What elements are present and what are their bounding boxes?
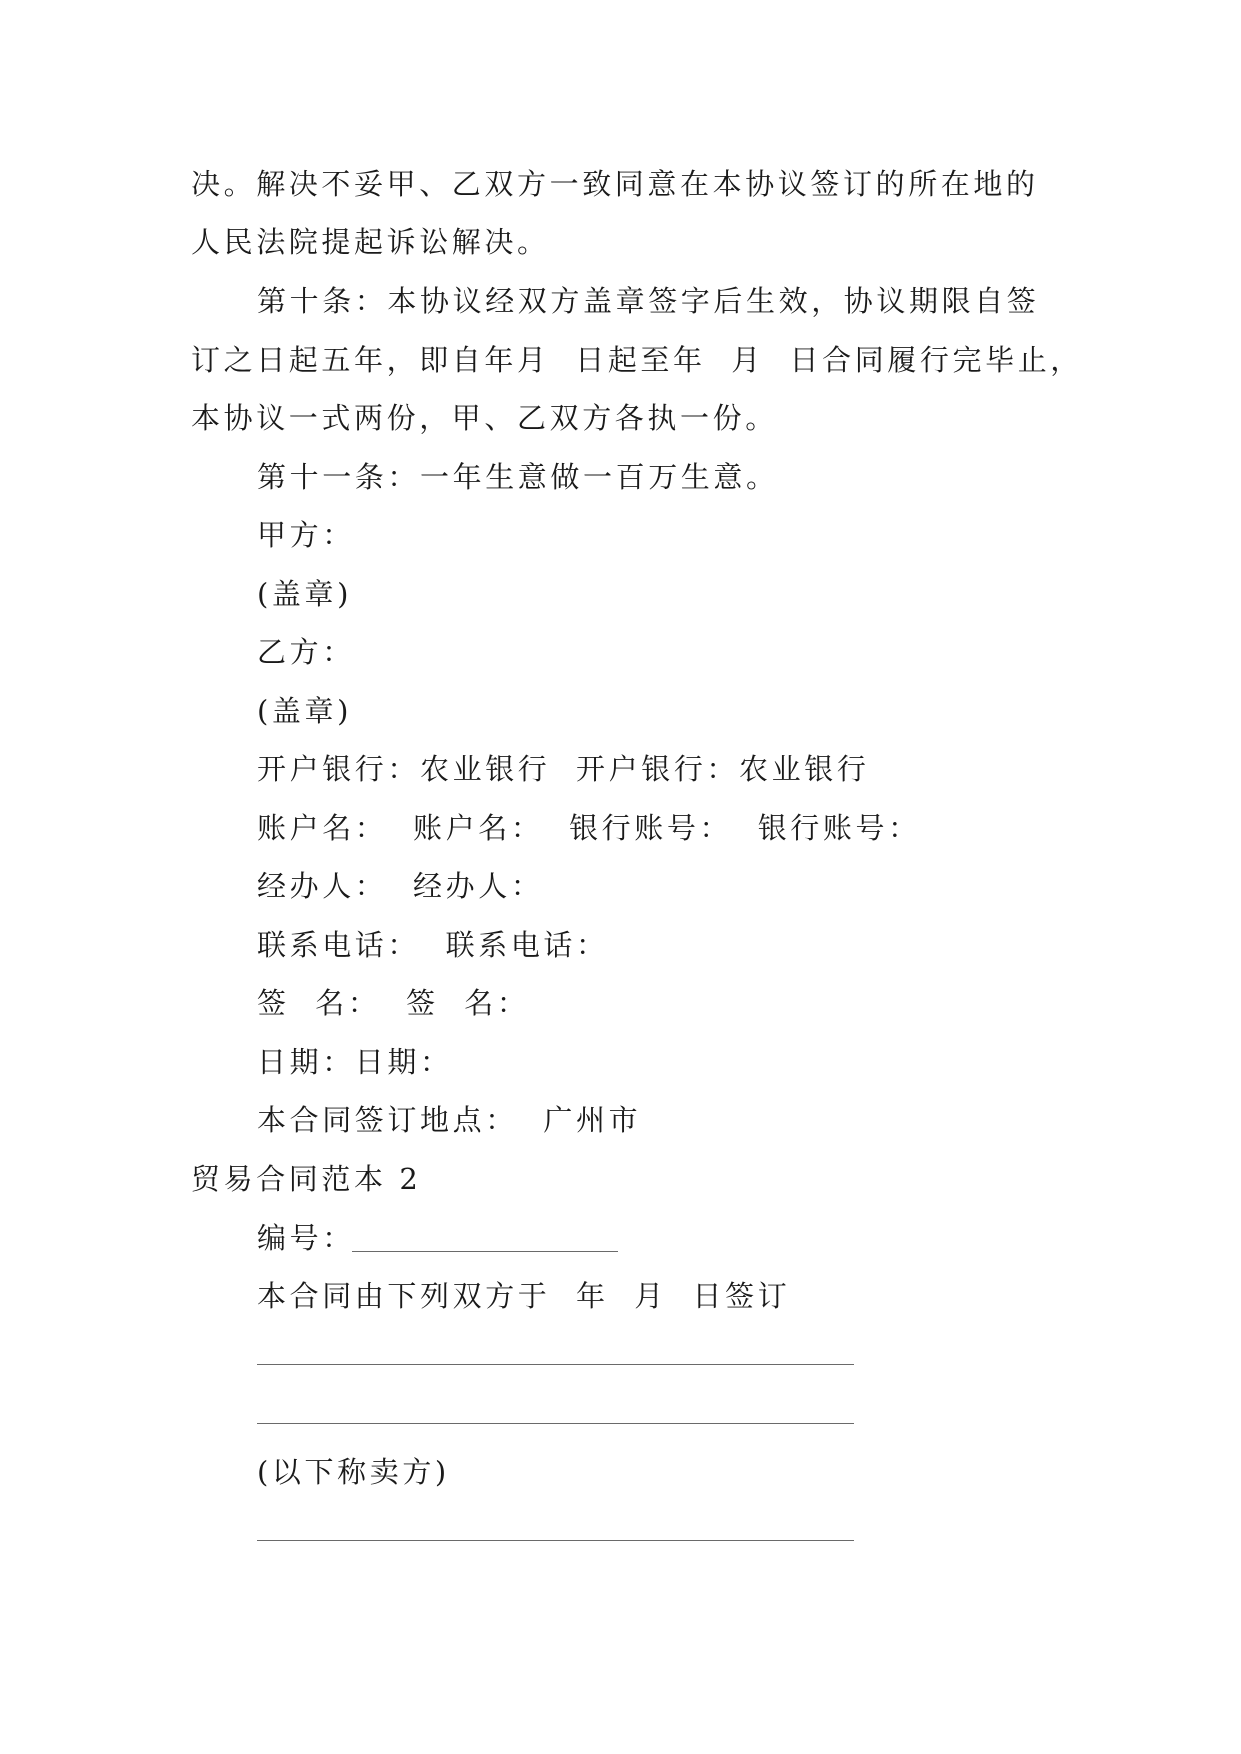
bank-line: 开户银行：农业银行 开户银行：农业银行: [257, 752, 870, 786]
blank-underline: [257, 1540, 854, 1541]
party-a-label: 甲方：: [257, 518, 355, 552]
text-line: 本协议一式两份，甲、乙双方各执一份。: [191, 401, 778, 435]
text-line: 决。解决不妥甲、乙双方一致同意在本协议签订的所在地的: [191, 167, 1039, 201]
blank-underline: [257, 1423, 854, 1424]
signing-place-line: 本合同签订地点： 广州市: [257, 1103, 642, 1137]
signature-line: 签 名： 签 名：: [257, 986, 530, 1020]
party-b-label: 乙方：: [257, 635, 355, 669]
seal-label: (盖章): [257, 577, 353, 611]
number-label: 编号：: [257, 1221, 355, 1255]
number-blank-underline: [352, 1251, 618, 1252]
blank-underline: [257, 1364, 854, 1365]
date-line: 日期：日期：: [257, 1045, 453, 1079]
section-title: 贸易合同范本 2: [191, 1162, 422, 1196]
text-line: 订之日起五年，即自年月 日起至年 月 日合同履行完毕止，: [191, 343, 1083, 377]
seal-label: (盖章): [257, 694, 353, 728]
clause-10: 第十条：本协议经双方盖章签字后生效，协议期限自签: [257, 284, 1040, 318]
seller-label: (以下称卖方): [257, 1455, 450, 1489]
contract-intro-line: 本合同由下列双方于 年 月 日签订: [257, 1279, 791, 1313]
clause-11: 第十一条：一年生意做一百万生意。: [257, 460, 779, 494]
phone-line: 联系电话： 联系电话：: [257, 928, 609, 962]
handler-line: 经办人： 经办人：: [257, 869, 544, 903]
account-line: 账户名： 账户名： 银行账号： 银行账号：: [257, 811, 921, 845]
text-line: 人民法院提起诉讼解决。: [191, 225, 550, 259]
